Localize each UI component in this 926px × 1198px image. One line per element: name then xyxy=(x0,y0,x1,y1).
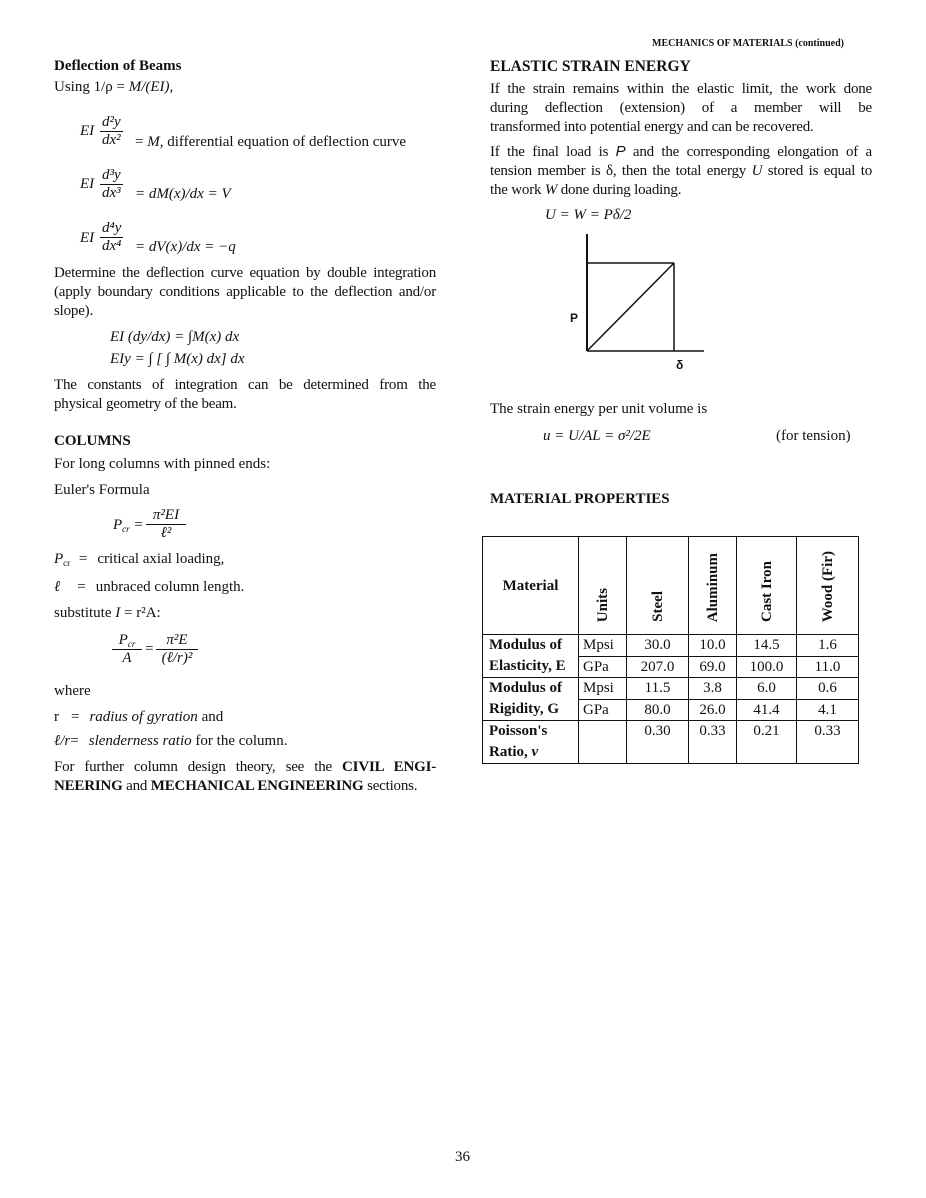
units-cell: Mpsi xyxy=(579,635,627,657)
header-text: Units xyxy=(594,587,611,622)
value-cell: 14.5 xyxy=(737,635,797,657)
text: If the final load is xyxy=(490,144,616,160)
substitute-line xyxy=(54,604,161,623)
poisson-symbol: v xyxy=(531,744,539,760)
text: done during loading. xyxy=(557,182,682,198)
property-elasticity: Modulus of Elasticity, E xyxy=(483,635,579,678)
where-label: where xyxy=(54,683,91,699)
integration-eq-1: EI (dy/dx) = ∫M(x) dx xyxy=(110,329,240,345)
header-units xyxy=(579,537,627,635)
section-title-columns: COLUMNS xyxy=(54,433,131,449)
def-subscript: cr xyxy=(63,558,71,568)
euler-label: Euler's Formula xyxy=(54,482,150,498)
para-line: Determine the deflection curve equation by double integration xyxy=(54,265,436,281)
units-cell: Mpsi xyxy=(579,678,627,700)
header-text: Steel xyxy=(649,591,666,622)
var-w: W xyxy=(544,182,558,198)
value-cell: 0.33 xyxy=(797,721,859,764)
eq1-ei: EI xyxy=(80,123,95,139)
para-line: The constants of integration can be determined from the xyxy=(54,377,436,393)
eq2-ei: EI xyxy=(80,176,95,192)
para-line: physical geometry of the beam. xyxy=(54,396,237,412)
def-symbol: P xyxy=(54,551,64,567)
f2-den-left: A xyxy=(122,650,132,666)
euler-den: ℓ² xyxy=(160,525,172,541)
deflection-paragraph xyxy=(54,264,436,321)
mechanical-engineering-ref: MECHANICAL ENGINEERING xyxy=(150,778,364,794)
further-and: and xyxy=(122,778,151,794)
table-row xyxy=(483,678,859,700)
header-text: Aluminum xyxy=(704,552,721,622)
para-line: during deflection (extension) of a member will be xyxy=(490,100,872,116)
para-line: If the strain remains within the elastic limit, the work done xyxy=(490,81,872,97)
using-prefix: Using 1/ρ = xyxy=(54,79,129,95)
constants-paragraph xyxy=(54,376,436,414)
table-row xyxy=(483,721,859,764)
value-cell: 11.5 xyxy=(627,678,689,700)
value-cell: 0.21 xyxy=(737,721,797,764)
property-poisson xyxy=(483,721,579,764)
using-line xyxy=(54,78,173,97)
para-line: (apply boundary conditions applicable to the deflection and/or xyxy=(54,284,436,300)
strain-energy-formula: U = W = Pδ/2 xyxy=(545,207,632,223)
f2-right-fraction xyxy=(156,632,198,667)
def-text: critical axial loading, xyxy=(97,551,225,567)
header-text: Cast Iron xyxy=(758,561,775,622)
eq1-fraction xyxy=(100,114,123,149)
value-cell: 3.8 xyxy=(689,678,737,700)
def-length xyxy=(54,578,244,597)
section-title-strain: ELASTIC STRAIN ENERGY xyxy=(490,58,691,75)
unit-volume-formula: u = U/AL = σ²/2E xyxy=(543,428,651,444)
header-wood xyxy=(797,537,859,635)
value-cell: 0.6 xyxy=(797,678,859,700)
f2-den-right: (ℓ/r)² xyxy=(161,650,193,666)
eq2-den: dx³ xyxy=(102,185,121,201)
per-volume-text: The strain energy per unit volume is xyxy=(490,401,708,417)
header-cast-iron xyxy=(737,537,797,635)
graph-p-label: P xyxy=(570,311,579,325)
text: the work xyxy=(490,182,545,198)
graph-delta-label: δ xyxy=(676,358,684,372)
def-symbol: ℓ xyxy=(54,579,61,595)
value-cell: 69.0 xyxy=(689,656,737,678)
def-eq: = xyxy=(77,579,86,595)
eq1-num: d²y xyxy=(102,114,121,130)
page-number: 36 xyxy=(455,1149,470,1165)
value-cell: 11.0 xyxy=(797,656,859,678)
strain-paragraph-2 xyxy=(490,142,872,200)
value-cell: 0.33 xyxy=(689,721,737,764)
value-cell: 26.0 xyxy=(689,699,737,721)
text: and the corresponding elongation of a xyxy=(625,144,872,160)
def-symbol: ℓ/r xyxy=(54,733,71,749)
header-aluminum xyxy=(689,537,737,635)
def-eq: = xyxy=(78,551,88,567)
columns-intro: For long columns with pinned ends: xyxy=(54,456,271,472)
eq3-fraction xyxy=(100,220,123,255)
eq2-num: d³y xyxy=(102,167,121,183)
def-tail: for the column. xyxy=(191,733,288,749)
strain-paragraph-1 xyxy=(490,80,872,137)
euler-pcr: $P_{cr}$ = xyxy=(113,517,144,534)
value-cell: 0.30 xyxy=(627,721,689,764)
euler-fraction xyxy=(146,507,186,542)
value-cell: 1.6 xyxy=(797,635,859,657)
header-steel xyxy=(627,537,689,635)
further-tail: sections. xyxy=(363,778,418,794)
value-cell: 6.0 xyxy=(737,678,797,700)
eq1-rhs xyxy=(135,133,406,152)
eq1-m: M xyxy=(147,134,160,150)
def-text: slenderness ratio xyxy=(88,733,192,749)
value-cell: 80.0 xyxy=(627,699,689,721)
using-suffix: , xyxy=(169,79,174,95)
var-p: P xyxy=(615,143,626,160)
value-cell: 10.0 xyxy=(689,635,737,657)
value-cell: 207.0 xyxy=(627,656,689,678)
load-curve xyxy=(587,263,674,351)
section-title-deflection: Deflection of Beams xyxy=(54,58,182,74)
text: stored is equal to xyxy=(762,163,872,179)
units-cell: GPa xyxy=(579,656,627,678)
pcr-subscript: cr xyxy=(122,524,130,534)
value-cell: 41.4 xyxy=(737,699,797,721)
f2-left-fraction xyxy=(112,632,142,667)
value-cell: 30.0 xyxy=(627,635,689,657)
material-properties-table xyxy=(482,536,859,764)
section-title-materials: MATERIAL PROPERTIES xyxy=(490,491,670,507)
subst-rest: = r²A: xyxy=(120,605,161,621)
property-rigidity: Modulus of Rigidity, G xyxy=(483,678,579,721)
header-text: Wood (Fir) xyxy=(819,550,836,622)
table-header-row xyxy=(483,537,859,635)
subst-i: I xyxy=(115,605,121,621)
def-radius xyxy=(54,708,223,727)
def-slenderness xyxy=(54,732,287,751)
para-line: slope). xyxy=(54,303,94,319)
eq3-ei: EI xyxy=(80,230,95,246)
civil-engineering-ref: CIVIL ENGI- xyxy=(342,759,436,775)
def-pcr xyxy=(54,550,224,569)
pcr-symbol: P xyxy=(113,517,123,533)
units-cell: GPa xyxy=(579,699,627,721)
running-header: MECHANICS OF MATERIALS (continued) xyxy=(652,38,844,49)
subst-prefix: substitute xyxy=(54,605,116,621)
integration-eq-2: EIy = ∫ [ ∫ M(x) dx] dx xyxy=(110,351,245,367)
eq3-num: d⁴y xyxy=(102,220,122,236)
text: tension member is δ, then the total energy xyxy=(490,163,752,179)
f2-num-left: P xyxy=(118,632,128,648)
value-cell: 4.1 xyxy=(797,699,859,721)
for-tension-note: (for tension) xyxy=(776,428,851,444)
load-deflection-diagram xyxy=(560,225,720,375)
f2-equals: = xyxy=(145,641,154,657)
using-expr: M/(EI) xyxy=(128,79,170,95)
def-symbol: r xyxy=(54,709,59,725)
table-row xyxy=(483,635,859,657)
value-cell: 100.0 xyxy=(737,656,797,678)
eq2-rhs: = dM(x)/dx = V xyxy=(135,186,231,202)
def-eq: = xyxy=(71,709,80,725)
eq3-den: dx⁴ xyxy=(102,238,122,254)
header-material: Material xyxy=(483,537,579,635)
eq3-rhs: = dV(x)/dx = −q xyxy=(135,239,236,255)
def-text: radius of gyration xyxy=(89,709,198,725)
eq1-desc: , differential equation of deflection curve xyxy=(159,134,407,150)
civil-engineering-ref-cont: NEERING xyxy=(54,778,123,794)
def-eq: = xyxy=(70,733,79,749)
further-text: For further column design theory, see the xyxy=(54,759,343,775)
f2-num-right: π²E xyxy=(156,632,198,650)
f2-subscript: cr xyxy=(127,639,136,649)
further-paragraph xyxy=(54,758,436,796)
eq1-eq: = xyxy=(135,134,148,150)
units-cell-empty xyxy=(579,721,627,764)
var-u: U xyxy=(751,163,763,179)
para-line: transformed into potential energy and can be recovered. xyxy=(490,119,814,135)
eq1-den: dx² xyxy=(102,132,121,148)
eq2-fraction xyxy=(100,167,123,202)
def-text: unbraced column length. xyxy=(95,579,245,595)
def-tail: and xyxy=(197,709,224,725)
euler-num: π²EI xyxy=(146,507,186,525)
poisson-label: Poisson's Ratio, xyxy=(489,723,548,760)
